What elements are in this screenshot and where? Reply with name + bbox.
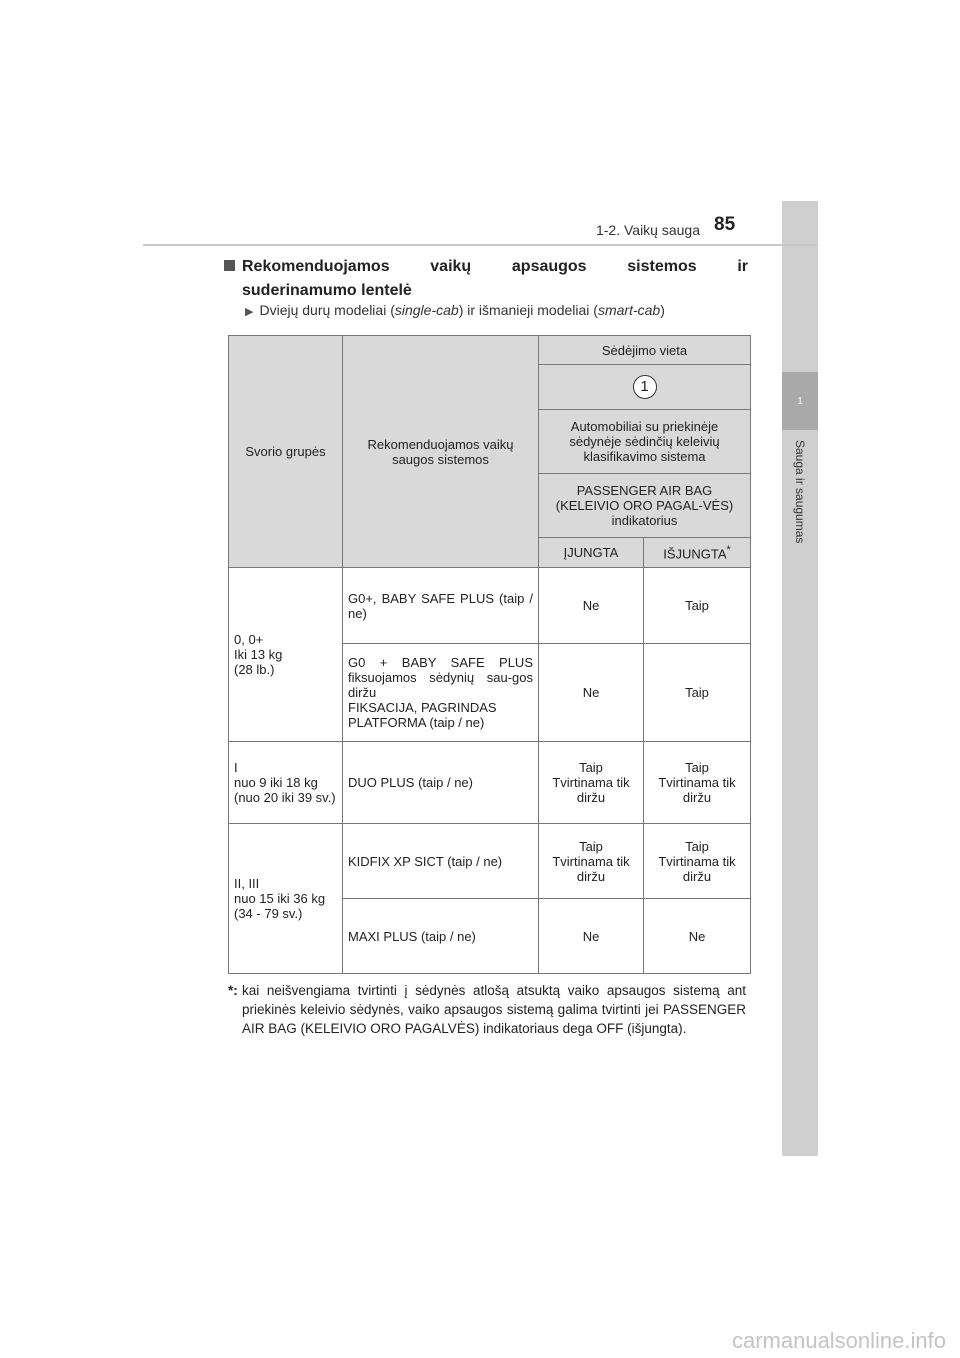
weight-line: 0, 0+ [234, 632, 264, 647]
weight-line: Iki 13 kg [234, 647, 283, 662]
seat-number-badge: 1 [633, 375, 657, 399]
footnote-mark: *: [228, 983, 238, 998]
weight-group-cell [229, 742, 343, 824]
cell-line: Tvirtinama tik diržu [658, 775, 736, 805]
system-cell [343, 568, 539, 644]
footnote-text: kai neišvengiama tvirtinti į sėdynės atlošą atsuktą vaiko apsaugos sistemą ant priekinės keleivio sėdynės, vaiko apsaugos sistemą galima tvirtinti jei PASSENGER AIR BAG (KELEIVIO ORO PAGALVĖS) indikatoriaus dega OFF (išjungta). [242, 983, 746, 1036]
weight-line: (nuo 20 iki 39 sv.) [234, 790, 336, 805]
weight-line: I [234, 760, 238, 775]
cell-line: Taip [579, 838, 603, 854]
off-header [644, 538, 751, 568]
subheading-italic: single-cab [394, 302, 459, 318]
system-line: FIKSACIJA, PAGRINDAS PLATFORMA (taip / ne) [348, 700, 497, 730]
off-cell: Taip [644, 568, 751, 644]
on-cell: Ne [539, 899, 644, 974]
compatibility-table [228, 335, 751, 974]
off-cell [644, 742, 751, 824]
subheading-text: Dviejų durų modeliai ( [259, 302, 395, 318]
subheading-text: ) ir išmanieji modeliai ( [458, 302, 598, 318]
system-cell [343, 644, 539, 742]
heading-line-2: suderinamumo lentelė [242, 282, 412, 299]
on-header: ĮJUNGTA [539, 538, 644, 568]
weight-line: (34 - 79 sv.) [234, 906, 303, 921]
subheading-text: ) [660, 302, 665, 318]
off-footnote-mark: * [726, 543, 731, 556]
page-number: 85 [714, 214, 736, 235]
weight-group-cell [229, 568, 343, 742]
weight-line: nuo 15 iki 36 kg [234, 891, 326, 906]
system-cell [343, 824, 539, 899]
heading-line-1 [242, 255, 748, 279]
chapter-tab [782, 372, 818, 430]
off-cell: Ne [644, 899, 751, 974]
on-cell [539, 742, 644, 824]
off-cell: Taip [644, 644, 751, 742]
on-cell: Ne [539, 568, 644, 644]
system-line: G0 + BABY SAFE PLUS fiksuojamos sėdynių sau-gos diržu [348, 655, 533, 700]
footnote [228, 981, 746, 1038]
cell-line: Tvirtinama tik diržu [658, 853, 736, 884]
heading-word: apsaugos [511, 258, 587, 275]
cell-line: Taip [579, 760, 603, 775]
weight-group-cell [229, 824, 343, 974]
system-line: G0+, BABY SAFE PLUS (taip / ne) [348, 590, 533, 621]
header-divider [143, 244, 818, 246]
section-heading [224, 255, 748, 303]
on-cell [539, 824, 644, 899]
subheading [245, 302, 665, 318]
indicator-header: PASSENGER AIR BAG (KELEIVIO ORO PAGAL-VĖS) indikatorius [539, 474, 751, 538]
cell-line: Taip [685, 838, 709, 854]
cell-line: Taip [685, 760, 709, 775]
heading-word: Rekomenduojamos [242, 258, 390, 275]
system-line: MAXI PLUS (taip / ne) [348, 928, 476, 944]
header-section: 1-2. Vaikų sauga [595, 222, 700, 238]
seat-number-cell [539, 365, 751, 410]
subheading-italic: smart-cab [597, 302, 661, 318]
chapter-label: Sauga ir saugumas [793, 440, 807, 544]
col-header-systems: Rekomenduojamos vaikų saugos sistemos [343, 336, 539, 568]
classification-header: Automobiliai su priekinėje sėdynėje sėdinčių keleivių klasifikavimo sistema [539, 410, 751, 474]
seat-position-header: Sėdėjimo vieta [539, 336, 751, 365]
on-cell: Ne [539, 644, 644, 742]
heading-word: sistemos [627, 258, 697, 275]
weight-line: II, III [234, 876, 260, 891]
heading-word: ir [737, 258, 748, 275]
system-cell [343, 899, 539, 974]
col-header-weight: Svorio grupės [229, 336, 343, 568]
system-line: DUO PLUS (taip / ne) [348, 775, 473, 790]
heading-word: vaikų [430, 258, 472, 275]
system-line: KIDFIX XP SICT (taip / ne) [348, 853, 503, 869]
triangle-bullet-icon: ▶ [245, 306, 254, 318]
off-label: IŠJUNGTA [663, 546, 727, 562]
chapter-number: 1 [797, 395, 803, 407]
square-bullet-icon [224, 260, 235, 271]
watermark: carmanualsonline.info [731, 1328, 946, 1353]
side-strip [782, 201, 818, 1156]
off-cell [644, 824, 751, 899]
weight-line: (28 lb.) [234, 662, 275, 677]
weight-line: nuo 9 iki 18 kg [234, 775, 318, 790]
cell-line: Tvirtinama tik diržu [552, 775, 630, 805]
system-cell [343, 742, 539, 824]
cell-line: Tvirtinama tik diržu [552, 853, 630, 884]
